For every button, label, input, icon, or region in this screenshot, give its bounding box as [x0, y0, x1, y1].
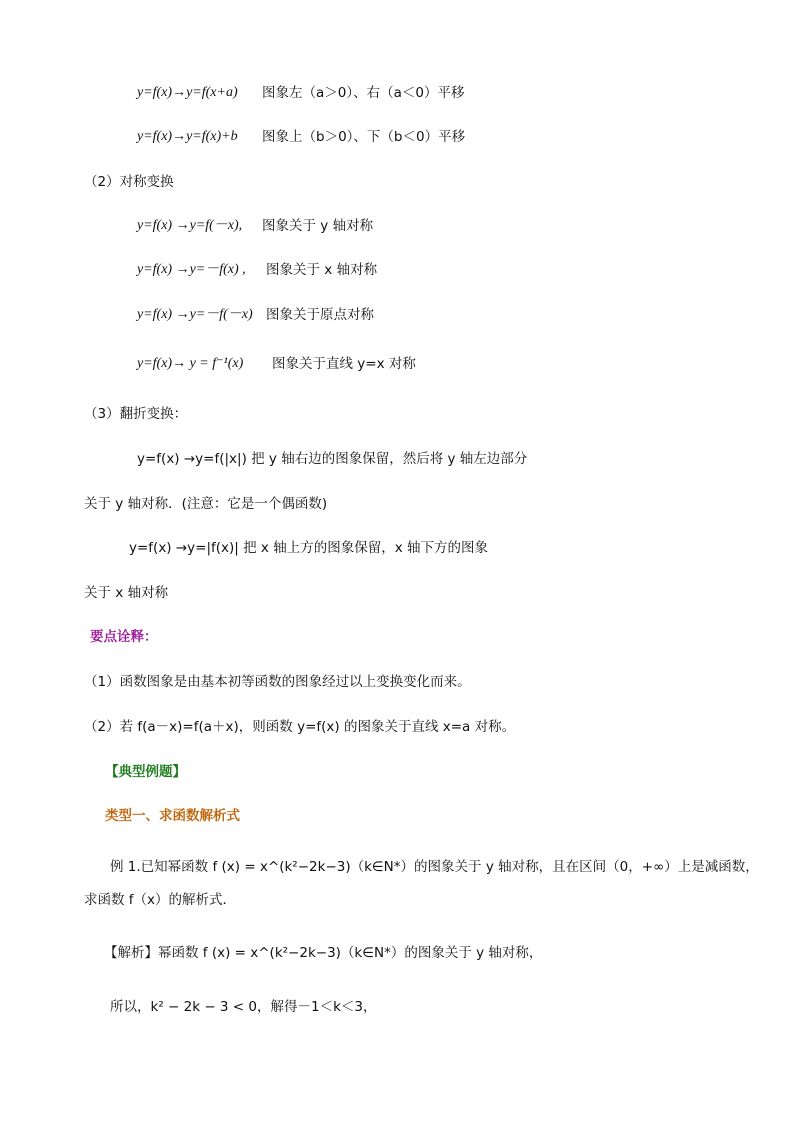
- flip-rule-2: y=f(x) →y=|f(x)| 把 x 轴上方的图象保留，x 轴下方的图象: [129, 540, 488, 556]
- type1-heading: 类型一、求函数解析式: [105, 808, 240, 824]
- solution-line2: 所以，k² − 2k − 3 < 0，解得－1＜k＜3，: [110, 999, 377, 1015]
- note-2: （2）若 f(a－x)=f(a＋x)，则函数 y=f(x) 的图象关于直线 x=a 对称。: [84, 719, 516, 735]
- examples-heading: 【典型例题】: [105, 764, 186, 780]
- desc-sym-x: 图象关于 x 轴对称: [266, 262, 378, 278]
- heading-symmetry: （2）对称变换: [84, 174, 174, 190]
- formula-translate-vertical: y=f(x)→y=f(x)+b: [137, 129, 238, 144]
- heading-flip: （3）翻折变换：: [84, 406, 188, 422]
- desc-translate-vertical: 图象上（b＞0）、下（b＜0）平移: [262, 129, 466, 145]
- formula-sym-origin: y=f(x) →y=－f(－x): [137, 307, 253, 322]
- notes-heading: 要点诠释：: [90, 629, 158, 645]
- formula-sym-y: y=f(x) →y=f(－x),: [137, 218, 243, 233]
- solution-line1: 【解析】幂函数 f (x) = x^(k²−2k−3)（k∈N*）的图象关于 y 轴对称，: [104, 945, 543, 961]
- formula-inverse: y=f(x)→ y = f⁻¹(x): [137, 356, 244, 371]
- flip-rule-2-cont: 关于 x 轴对称: [84, 585, 169, 601]
- example1-line1: 例 1.已知幂函数 f (x) = x^(k²−2k−3)（k∈N*）的图象关于 y 轴对称，且在区间（0，+∞）上是减函数，: [110, 859, 759, 875]
- flip-rule-1-cont: 关于 y 轴对称．(注意：它是一个偶函数): [84, 496, 328, 512]
- formula-translate-horizontal: y=f(x)→y=f(x+a): [137, 85, 238, 100]
- desc-inverse: 图象关于直线 y=x 对称: [272, 356, 416, 372]
- desc-sym-origin: 图象关于原点对称: [266, 307, 374, 323]
- example1-line2: 求函数 f（x）的解析式．: [84, 892, 237, 908]
- note-1: （1）函数图象是由基本初等函数的图象经过以上变换变化而来。: [84, 674, 471, 690]
- flip-rule-1: y=f(x) →y=f(|x|) 把 y 轴右边的图象保留，然后将 y 轴左边部分: [137, 451, 528, 467]
- desc-sym-y: 图象关于 y 轴对称: [262, 218, 374, 234]
- desc-translate-horizontal: 图象左（a＞0）、右（a＜0）平移: [262, 85, 465, 101]
- formula-sym-x: y=f(x) →y=－f(x) ,: [137, 262, 246, 277]
